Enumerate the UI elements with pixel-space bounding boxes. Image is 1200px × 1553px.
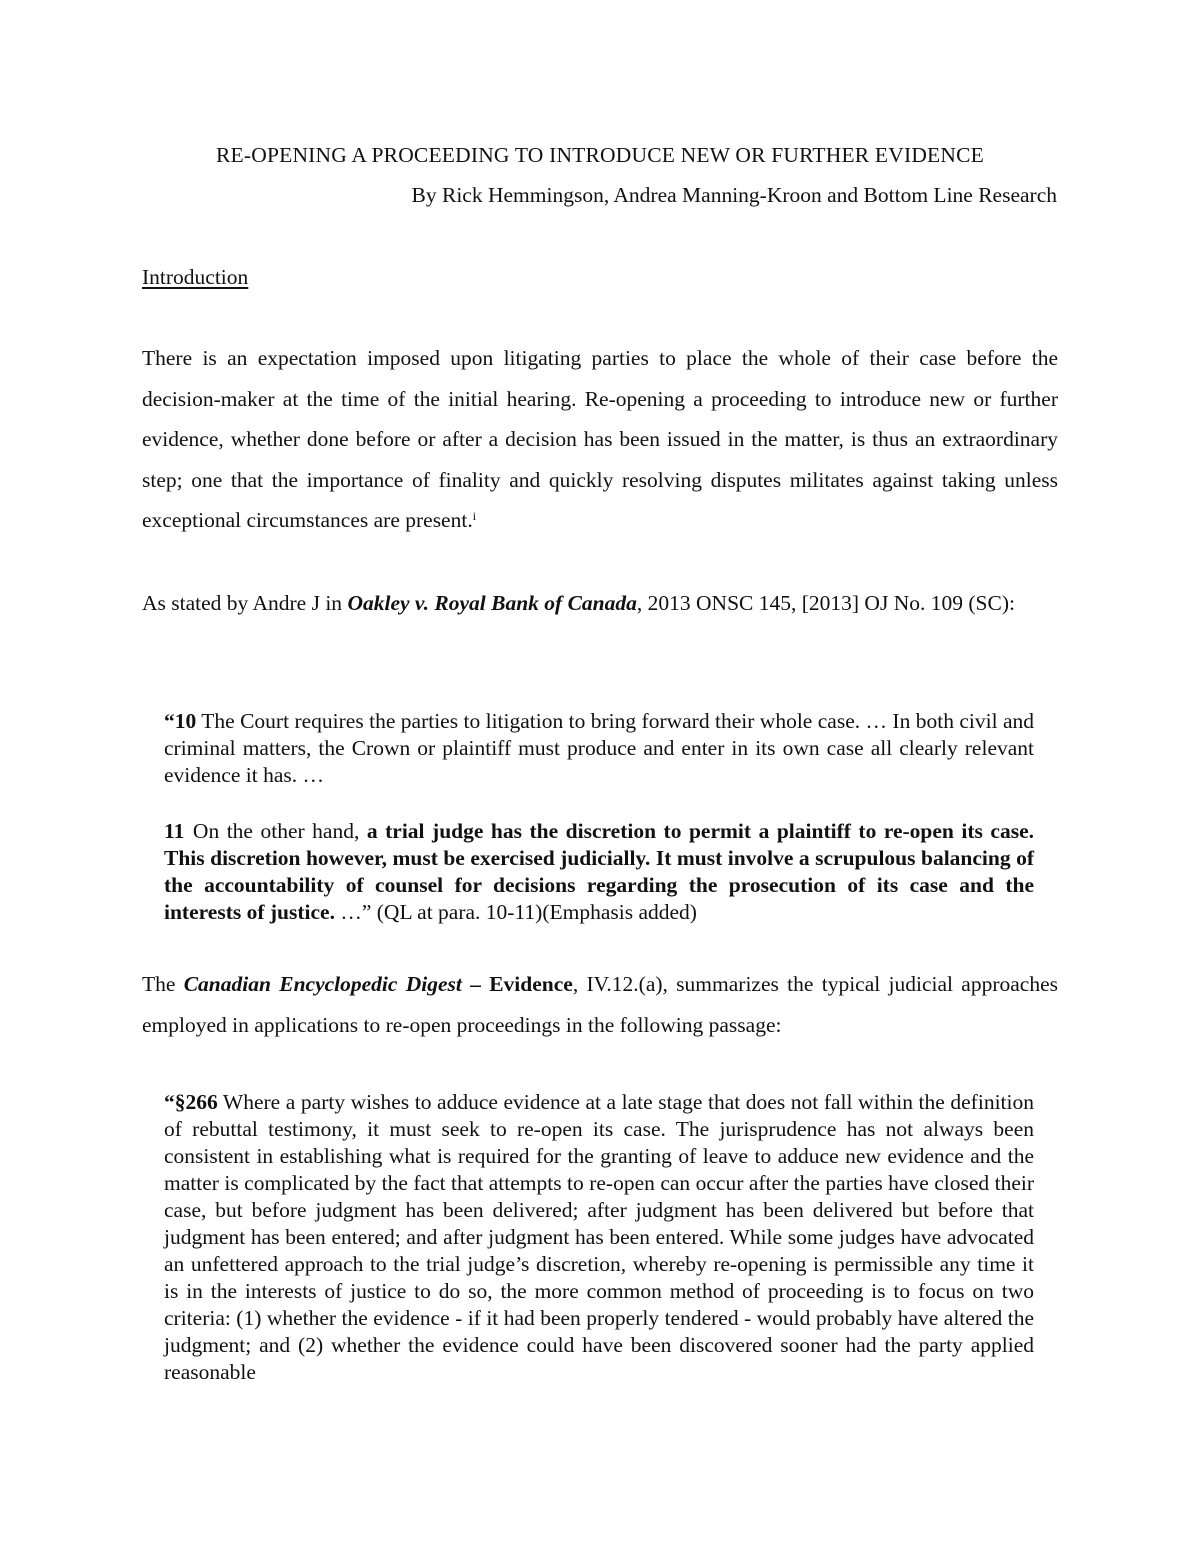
- case-name: Oakley v. Royal Bank of Canada: [347, 591, 637, 615]
- document-title: RE-OPENING A PROCEEDING TO INTRODUCE NEW OR FURTHER EVIDENCE: [216, 143, 984, 167]
- paragraph-lead: The: [142, 972, 184, 996]
- paragraph-expectation: [142, 338, 1058, 541]
- title-dash: –: [461, 972, 490, 996]
- paragraph-ced-summary: [142, 964, 1058, 1045]
- byline: By Rick Hemmingson, Andrea Manning-Kroon and Bottom Line Research: [411, 183, 1057, 207]
- quote-closing: …” (QL at para. 10-11)(Emphasis added): [334, 900, 697, 924]
- quote-text: Where a party wishes to adduce evidence at a late stage that does not fall within the definition of rebuttal testimony, it must seek to re-open its case. The jurisprudence has not always been consistent in establishing what is required for the granting of leave to adduce new evidence and the matter is complicated by the fact that attempts to re-open can occur after the parties have closed their case, but before judgment has been delivered; after judgment has been delivered but before that judgment has been entered; and after judgment has been entered. While some judges have advocated an unfettered approach to the trial judge’s discretion, whereby re-opening is permissible any time it is in the interests of justice to do so, the more common method of proceeding is to focus on two criteria: (1) whether the evidence - if it had been properly tendered - would probably have altered the judgment; and (2) whether the evidence could have been discovered sooner had the party applied reasonable: [164, 1090, 1034, 1384]
- source-topic: Evidence: [489, 972, 573, 996]
- paragraph-text: There is an expectation imposed upon litigating parties to place the whole of their case before the decision-maker at the time of the initial hearing. Re-opening a proceeding to introduce new or further evidence, whether done before or after a decision has been issued in the matter, is thus an extraordinary step; one that the importance of finality and quickly resolving disputes militates against taking unless exceptional circumstances are present.: [142, 346, 1058, 533]
- section-heading-introduction: Introduction: [142, 265, 249, 289]
- paragraph-text: , IV.12.(a), summarizes the typical judicial approaches employed in applications to re-open proceedings in the following passage:: [142, 972, 1058, 1037]
- quote-emphasis: a trial judge has the discretion to permit a plaintiff to re-open its case. This discretion however, must be exercised judicially. It must involve a scrupulous balancing of the accountability of counsel for decisions regarding the prosecution of its case and the interests of justice.: [164, 819, 1034, 924]
- citation-reference: , 2013 ONSC 145, [2013] OJ No. 109 (SC):: [636, 591, 1015, 615]
- paragraph-oakley-citation: [142, 583, 1058, 624]
- quote-section-266: [164, 1089, 1034, 1386]
- footnote-marker: i: [472, 509, 477, 524]
- quote-text: On the other hand,: [192, 819, 367, 843]
- quote-number: 11: [164, 819, 185, 843]
- citation-lead: As stated by Andre J in: [142, 591, 348, 615]
- quote-paragraph-10: [164, 708, 1034, 789]
- quote-text: The Court requires the parties to litigation to bring forward their whole case. … In both civil and criminal matters, the Crown or plaintiff must produce and enter in its own case all clearly relevant evidence it has. …: [164, 709, 1034, 787]
- quote-paragraph-11: [164, 818, 1034, 926]
- source-title: Canadian Encyclopedic Digest: [183, 972, 462, 996]
- quote-number: “§266: [164, 1090, 218, 1114]
- quote-number: “10: [164, 709, 197, 733]
